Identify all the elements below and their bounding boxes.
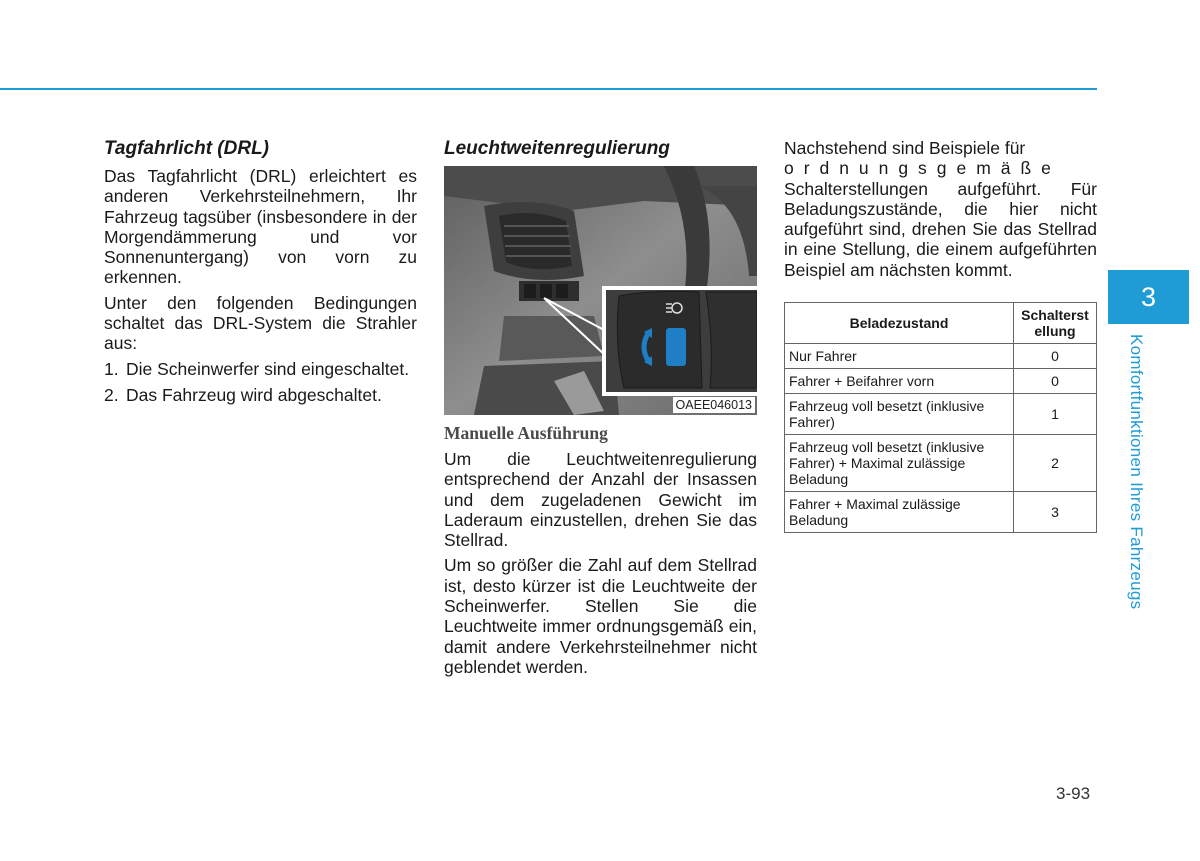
dashboard-illustration	[444, 166, 757, 415]
table-row	[785, 369, 1097, 394]
row-value: 1	[1014, 394, 1097, 435]
intro-rest: Schalterstellungen aufgeführt. Für Beladungszustände, die hier nicht aufgeführt sind, drehen Sie das Stellrad in eine Stellung, die einem aufgeführten Beispiel am nächsten kommt.	[784, 178, 1097, 280]
chapter-tab	[1108, 270, 1189, 324]
table-row	[785, 435, 1097, 492]
list-text: Die Scheinwerfer sind eingeschaltet.	[126, 358, 410, 379]
drl-paragraph-1: Das Tagfahrlicht (DRL) erleichtert es anderen Verkehrsteilnehmern, Ihr Fahrzeug tagsüber (insbesondere in der Morgendämmerung und vor Sonnenuntergang) von vorn zu erkennen.	[104, 166, 417, 288]
row-value: 2	[1014, 435, 1097, 492]
leveling-paragraph-2: Um so größer die Zahl auf dem Stellrad ist, desto kürzer ist die Leuchtweite der Scheinwerfer. Stellen Sie die Leuchtweite immer ordnungsgemäß ein, damit andere Verkehrsteilnehmer nicht geblendet werden.	[444, 555, 757, 677]
header-switch-position: Schalterst ellung	[1014, 303, 1097, 344]
column-headlight-leveling	[444, 138, 757, 682]
row-value: 0	[1014, 369, 1097, 394]
header-load-state: Beladezustand	[785, 303, 1014, 344]
row-value: 3	[1014, 492, 1097, 533]
list-item	[104, 385, 417, 405]
load-table	[784, 302, 1097, 533]
list-item	[104, 359, 417, 379]
list-number: 2.	[104, 384, 119, 405]
table-row	[785, 394, 1097, 435]
row-label: Fahrzeug voll besetzt (inklusive Fahrer)	[785, 394, 1014, 435]
row-label: Fahrer + Maximal zulässige Beladung	[785, 492, 1014, 533]
intro-line-2: ordnungsgemäße	[784, 158, 1061, 179]
column-examples	[784, 138, 1097, 533]
table-row	[785, 492, 1097, 533]
list-number: 1.	[104, 358, 119, 379]
row-label: Fahrzeug voll besetzt (inklusive Fahrer) + Maximal zulässige Beladung	[785, 435, 1014, 492]
chapter-title: Komfortfunktionen Ihres Fahrzeugs	[1127, 334, 1146, 610]
figure-caption: OAEE046013	[673, 397, 755, 413]
leveling-paragraph-1: Um die Leuchtweitenregulierung entsprechend der Anzahl der Insassen und dem zugeladenen Gewicht im Laderaum einzustellen, drehen Sie das Stellrad.	[444, 449, 757, 551]
column-drl	[104, 138, 417, 411]
top-rule	[0, 88, 1097, 90]
row-value: 0	[1014, 344, 1097, 369]
chapter-number: 3	[1140, 281, 1157, 312]
table-row	[785, 344, 1097, 369]
drl-heading: Tagfahrlicht (DRL)	[104, 138, 270, 159]
intro-line-1: Nachstehend sind Beispiele für	[784, 138, 1026, 158]
table-header-row	[785, 303, 1097, 344]
row-label: Nur Fahrer	[785, 344, 1014, 369]
row-label: Fahrer + Beifahrer vorn	[785, 369, 1014, 394]
dashboard-figure	[444, 166, 757, 415]
leveling-heading: Leuchtweitenregulierung	[444, 138, 670, 159]
list-text: Das Fahrzeug wird abgeschaltet.	[126, 384, 382, 405]
drl-paragraph-2: Unter den folgenden Bedingungen schaltet das DRL-System die Strahler aus:	[104, 292, 417, 354]
page-number: 3-93	[1056, 784, 1091, 803]
manual-subheading: Manuelle Ausführung	[444, 423, 608, 443]
